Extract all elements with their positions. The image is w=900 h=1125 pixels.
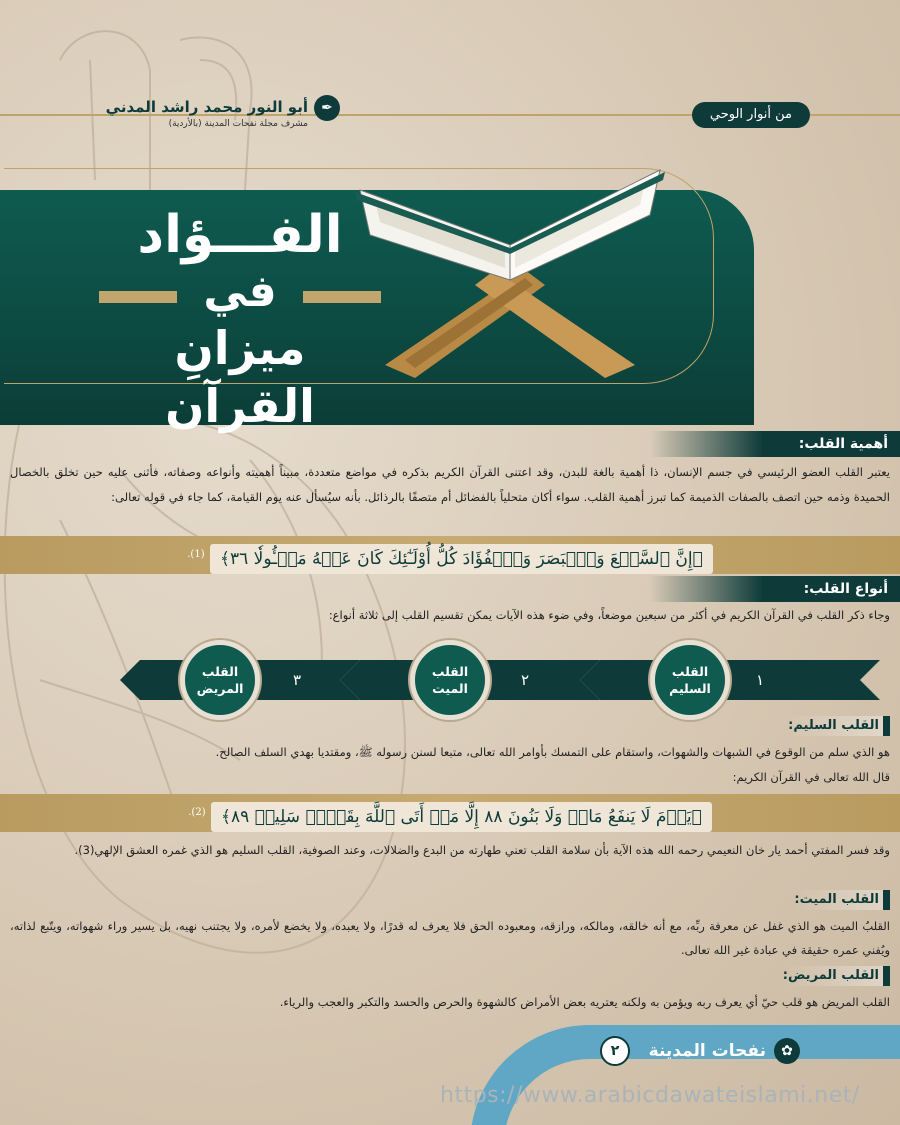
sound-heart-quote-intro: قال الله تعالى في القرآن الكريم: — [732, 770, 890, 784]
quran-stand-illustration — [345, 150, 675, 380]
author-block — [48, 97, 333, 129]
importance-text: يعتبر القلب العضو الرئيسي في جسم الإنسان، ذا أهمية بالغة للبدن، وقد اعتنى القرآن الكريم بذكره في مواضع متعددة، مبيناً أهميته وأنواعه وصفاته، فأثنى عليه حين تخلق بالخصال الحميدة وذمه حين اتصف بالصفات الذميمة كما تبرز أهمية القلب. سواء أكان متحلياً بالفضائل أم متصفًا بالرذائل. بأنه سيُسأل عنه يوم القيامة، كما جاء في قوله تعالى: — [10, 465, 890, 504]
hero-title-line3: ميزانِ القرآن — [165, 321, 315, 433]
hero-title-line2-wrap — [95, 265, 385, 319]
verse2-ref: (2). — [188, 807, 206, 818]
section-label: من أنوار الوحي — [692, 102, 810, 128]
type-label-1b: السليم — [669, 681, 711, 696]
sound-heart-commentary: وقد فسر المفتي أحمد يار خان النعيمي رحمه الله هذه الآية بأن سلامة القلب تعني طهارته من البدع والضلالات، وعند الصوفية، القلب السليم هو الذي غمره العشق الإلهي(3). — [74, 843, 890, 857]
type-circle-dead — [410, 640, 490, 720]
hero-title-line1: الفـــؤاد — [137, 205, 343, 265]
types-row — [10, 650, 890, 710]
verse2 — [0, 794, 900, 836]
sound-heart-heading: القلب السليم: — [788, 716, 890, 736]
sick-heart-text: القلب المريض هو قلب حيّ أي يعرف ربه ويؤمن به ولكنه يعتريه بعض الأمراض كالشهوة والحرص والحسد والتكبر والعجب والرياء. — [279, 995, 890, 1009]
type-circle-sick — [180, 640, 260, 720]
author-name: أبو النور محمد راشد المدني — [105, 98, 308, 116]
type-number-3: ٣ — [292, 671, 302, 689]
type-label-3b: المريض — [196, 681, 244, 696]
sick-heart-heading: القلب المريض: — [783, 966, 890, 986]
types-intro: وجاء ذكر القلب في القرآن الكريم في أكثر من سبعين موضعاً، وفي ضوء هذه الآيات يمكن تقسيم القلب إلى ثلاثة أنواع: — [328, 608, 890, 622]
type-circle-sound — [650, 640, 730, 720]
gold-bar-right — [303, 291, 381, 303]
verse1-ref: (1). — [187, 549, 205, 560]
type-number-1: ١ — [755, 671, 765, 689]
watermark-url[interactable]: https://www.arabicdawateislami.net/ — [440, 1083, 860, 1108]
gold-bar-left — [99, 291, 177, 303]
verse1 — [0, 536, 900, 578]
importance-heading: أهمية القلب: — [650, 431, 900, 457]
dead-heart-text: القلبُ الميت هو الذي غفل عن معرفة ربِّه، مع أنه خالقه، ومالكه، ورازقه، ومعبوده الحق فلا يعرف له قدرًا، ولا يعبده، ولا يخضع لأمره، ولا يجتنب نهيه، بل يسير وراء شهواته، ويتّبع لذاته، ويُفني عمره حقيقة في عبادة غير الله تعالى. — [10, 919, 890, 957]
pen-icon: ✒ — [314, 95, 340, 121]
hero-title — [95, 205, 385, 435]
type-label-2a: القلب — [431, 664, 469, 679]
author-role: مشرف مجلة نفحات المدينة (بالأردية) — [168, 119, 308, 129]
verse2-text: ﴿يَوۡمَ لَا يَنفَعُ مَالٞ وَلَا بَنُونَ ٨٨ إِلَّا مَنۡ أَتَى ٱللَّهَ بِقَلۡبٖ سَلِيمٖ ٨٩﴾ — [211, 802, 712, 832]
type-label-1a: القلب — [671, 664, 709, 679]
dead-heart-heading: القلب الميت: — [794, 890, 890, 910]
magazine-name: نفحات المدينة — [648, 1041, 766, 1061]
verse1-text: ﴿إِنَّ ٱلسَّمۡعَ وَٱلۡبَصَرَ وَٱلۡفُؤَادَ كُلُّ أُوْلَـٰٓئِكَ كَانَ عَنۡهُ مَسۡـُٔولٗا ٣٦﴾ — [210, 544, 713, 574]
types-heading: أنواع القلب: — [650, 576, 900, 602]
type-arrow-1 — [580, 660, 880, 700]
sound-heart-text: هو الذي سلم من الوقوع في الشبهات والشهوات، واستقام على التمسك بأوامر الله تعالى، متبعا لسنن رسوله ﷺ، ومقتديا بهدي السلف الصالح. — [215, 745, 890, 759]
type-label-2b: الميت — [432, 681, 468, 696]
magazine-logo-icon: ✿ — [774, 1038, 800, 1064]
type-label-3a: القلب — [201, 664, 239, 679]
hero-title-line2: في — [203, 266, 277, 317]
type-number-2: ٢ — [520, 671, 530, 689]
page-number: ٢ — [600, 1036, 630, 1066]
magazine-footer — [600, 1036, 800, 1066]
